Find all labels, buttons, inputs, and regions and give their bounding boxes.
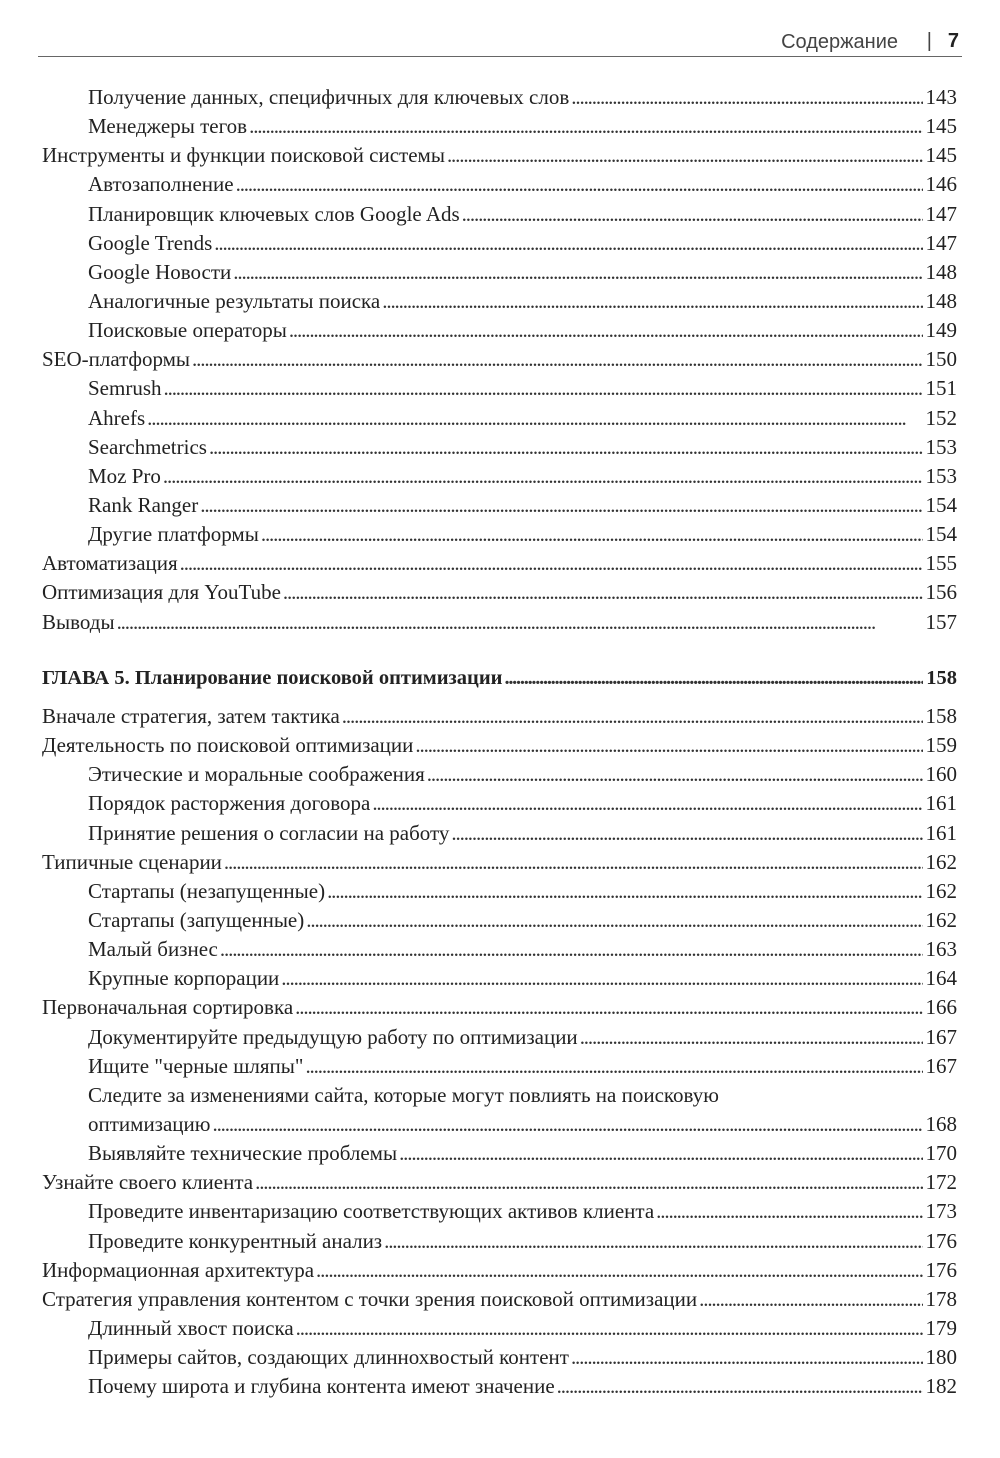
toc-entry-page: 158 [925,704,957,728]
toc-entry-title: Google Trends [88,230,213,255]
dot-leader [117,608,923,637]
dot-leader [580,1023,923,1052]
toc-entry [42,374,957,403]
toc-entry [42,1023,957,1052]
dot-leader [261,520,923,549]
toc-entry [42,964,957,993]
toc-entry [42,848,957,877]
toc-entry [42,1314,957,1343]
dot-leader [295,993,922,1022]
dot-leader [255,1168,922,1197]
toc-entry-title: Следите за изменениями сайта, которые могут повлиять на поисковую [88,1082,719,1107]
dot-leader [212,1110,922,1139]
toc-entry-title: Деятельность по поисковой оптимизации [42,733,414,758]
toc-entry [42,608,957,637]
toc-entry-page: 157 [925,609,957,634]
toc-entry [42,935,957,964]
dot-leader [220,935,923,964]
dot-leader [327,877,922,906]
header-title: Содержание [781,31,898,53]
toc-entry-page: 153 [925,434,957,459]
toc-entry [42,1256,957,1285]
toc-entry-page: 160 [925,762,957,787]
toc-entry-title: Оптимизация для YouTube [42,580,281,605]
chapter-page: 158 [926,667,957,689]
dot-leader [296,1314,923,1343]
toc-entry-page: 153 [925,463,957,488]
toc-entry-title: Rank Ranger [88,492,199,517]
dot-leader [415,731,922,760]
toc-entry-page: 152 [925,405,957,430]
toc-entry [42,112,957,141]
toc-entry-title: Стратегия управления контентом с точки зрения поисковой оптимизации [42,1286,698,1311]
toc-entry-title: Проведите инвентаризацию соответствующих активов клиента [88,1199,655,1224]
toc-entry-page: 148 [925,259,957,284]
dot-leader [447,141,923,170]
toc-entry [42,789,957,818]
toc-entry-page: 150 [925,347,957,372]
toc-entry-page: 182 [925,1374,957,1399]
dot-leader [236,170,923,199]
toc-entry-page: 178 [925,1286,957,1311]
dot-leader [192,345,922,374]
toc-entry-title: Менеджеры тегов [88,114,248,139]
dot-leader [571,1343,923,1372]
dot-leader [289,316,923,345]
dot-leader [209,433,923,462]
toc-entry [42,229,957,258]
dot-leader [147,404,922,433]
toc-entry-title: Стартапы (запущенные) [88,907,305,932]
toc-entry [42,1139,957,1168]
dot-leader [281,964,922,993]
toc-entry-continuation [42,1110,957,1139]
toc-entry [42,877,957,906]
toc-entry-title: Проведите конкурентный анализ [88,1228,383,1253]
toc-entry-title: Google Новости [88,259,232,284]
toc-entry-title: Semrush [88,376,162,401]
toc-entry [42,1168,957,1197]
toc-entry-page: 156 [925,580,957,605]
toc-entry [42,462,957,491]
toc-entry-title: Выводы [42,609,115,634]
toc-entry-page: 172 [925,1170,957,1195]
toc-entry-page: 154 [925,492,957,517]
toc-entry-title: Планировщик ключевых слов Google Ads [88,201,460,226]
toc-entry-page: 159 [925,733,957,758]
toc-entry [42,1372,957,1401]
toc-entry-page: 146 [925,172,957,197]
toc-entry-page: 173 [925,1199,957,1224]
toc-entry-title: Типичные сценарии [42,849,222,874]
dot-leader [656,1197,922,1226]
dot-leader [571,83,922,112]
toc-entry-page: 161 [925,791,957,816]
running-header [38,28,962,57]
toc-entry [42,578,957,607]
toc-entry [42,491,957,520]
toc-entry-title: Порядок расторжения договора [88,791,371,816]
dot-leader [342,702,923,731]
dot-leader [451,819,922,848]
dot-leader [249,112,922,141]
dot-leader [163,462,923,491]
toc-entry-title: Примеры сайтов, создающих длиннохвостый контент [88,1345,569,1370]
toc-entry-title: Moz Pro [88,463,161,488]
toc-entry-title-cont: оптимизацию [88,1111,211,1136]
toc-entry [42,1227,957,1256]
toc-entry [42,287,957,316]
toc-entry-page: 149 [925,318,957,343]
dot-leader [399,1139,922,1168]
toc-entry-page: 179 [925,1315,957,1340]
toc-entry-title: Почему широта и глубина контента имеют значение [88,1374,555,1399]
toc-entry-page: 176 [925,1257,957,1282]
toc-entry-title: Вначале стратегия, затем тактика [42,704,340,728]
toc-entry-page: 176 [925,1228,957,1253]
toc-entry [42,316,957,345]
toc-entry-page: 151 [925,376,957,401]
toc-entry-title: Информационная архитектура [42,1257,315,1282]
toc-entry-title: Ищите "черные шляпы" [88,1053,304,1078]
toc-entry-page: 145 [925,143,957,168]
toc-entry-page: 168 [925,1111,957,1136]
toc-entry [42,993,957,1022]
toc-entry-page: 166 [925,995,957,1020]
toc-entry-page: 148 [925,288,957,313]
toc-entry [42,819,957,848]
toc-entry-title: Стартапы (незапущенные) [88,878,326,903]
toc-section-2 [42,702,957,1401]
toc-entry [42,404,957,433]
chapter-title: ГЛАВА 5. Планирование поисковой оптимизации [42,667,503,689]
dot-leader [462,200,923,229]
toc-entry [42,200,957,229]
toc-entry-title: Другие платформы [88,522,259,547]
header-separator: | [926,30,932,52]
toc-section-1 [42,83,957,637]
dot-leader [427,760,923,789]
toc-entry [42,170,957,199]
toc-entry-page: 162 [925,849,957,874]
toc-entry-page: 145 [925,114,957,139]
toc-entry [42,1052,957,1081]
toc-entry-title: Узнайте своего клиента [42,1170,254,1195]
toc-entry-title: Получение данных, специфичных для ключевых слов [88,85,570,109]
toc-entry-title: Ahrefs [88,405,146,430]
dot-leader [283,578,923,607]
toc-entry-page: 180 [925,1345,957,1370]
page-number: 7 [947,30,959,52]
dot-leader [305,1052,922,1081]
toc-entry-page: 154 [925,522,957,547]
toc-entry-page: 143 [925,85,957,109]
toc-entry-title: Крупные корпорации [88,966,280,991]
dot-leader [224,848,923,877]
toc-entry-page: 167 [925,1024,957,1049]
chapter-heading [42,664,957,693]
toc-entry-title: Принятие решения о согласии на работу [88,820,450,845]
toc-entry-title: Длинный хвост поиска [88,1315,294,1340]
toc-entry-title: Документируйте предыдущую работу по оптимизации [88,1024,578,1049]
dot-leader [164,374,923,403]
dot-leader [504,664,923,693]
toc-entry-page: 170 [925,1141,957,1166]
toc-entry-page: 162 [925,907,957,932]
dot-leader [372,789,922,818]
dot-leader [233,258,922,287]
toc-entry-title: Малый бизнес [88,937,218,962]
toc-entry [42,702,957,731]
toc-entry-page: 164 [925,966,957,991]
toc-entry [42,906,957,935]
toc-entry-title: Поисковые операторы [88,318,287,343]
toc-entry-title: Автозаполнение [88,172,234,197]
toc-entry-title: Searchmetrics [88,434,207,459]
toc-entry [42,345,957,374]
toc-entry [42,520,957,549]
toc-entry [42,1197,957,1226]
dot-leader [306,906,922,935]
toc-entry-page: 155 [925,551,957,576]
toc-entry-title: Инструменты и функции поисковой системы [42,143,445,168]
toc-entry-page: 163 [925,937,957,962]
dot-leader [180,549,923,578]
dot-leader [316,1256,922,1285]
toc-entry-title: Этические и моральные соображения [88,762,425,787]
toc-entry [42,1081,957,1110]
toc-entry [42,1285,957,1314]
toc-entry-title: SEO-платформы [42,347,191,372]
dot-leader [699,1285,922,1314]
dot-leader [382,287,922,316]
toc-entry [42,760,957,789]
toc-entry-page: 147 [925,201,957,226]
dot-leader [384,1227,922,1256]
toc-entry [42,83,957,112]
toc-entry [42,1343,957,1372]
dot-leader [200,491,922,520]
toc-entry [42,433,957,462]
toc-entry-title: Аналогичные результаты поиска [88,288,381,313]
dot-leader [214,229,922,258]
toc-entry-title: Выявляйте технические проблемы [88,1141,398,1166]
toc-entry [42,731,957,760]
toc-entry [42,549,957,578]
toc-entry-title: Автоматизация [42,551,178,576]
toc-entry-page: 161 [925,820,957,845]
toc-entry-title: Первоначальная сортировка [42,995,294,1020]
toc-entry [42,141,957,170]
toc-entry-page: 167 [925,1053,957,1078]
dot-leader [557,1372,923,1401]
toc-entry-page: 147 [925,230,957,255]
toc-entry-page: 162 [925,878,957,903]
toc-entry [42,258,957,287]
